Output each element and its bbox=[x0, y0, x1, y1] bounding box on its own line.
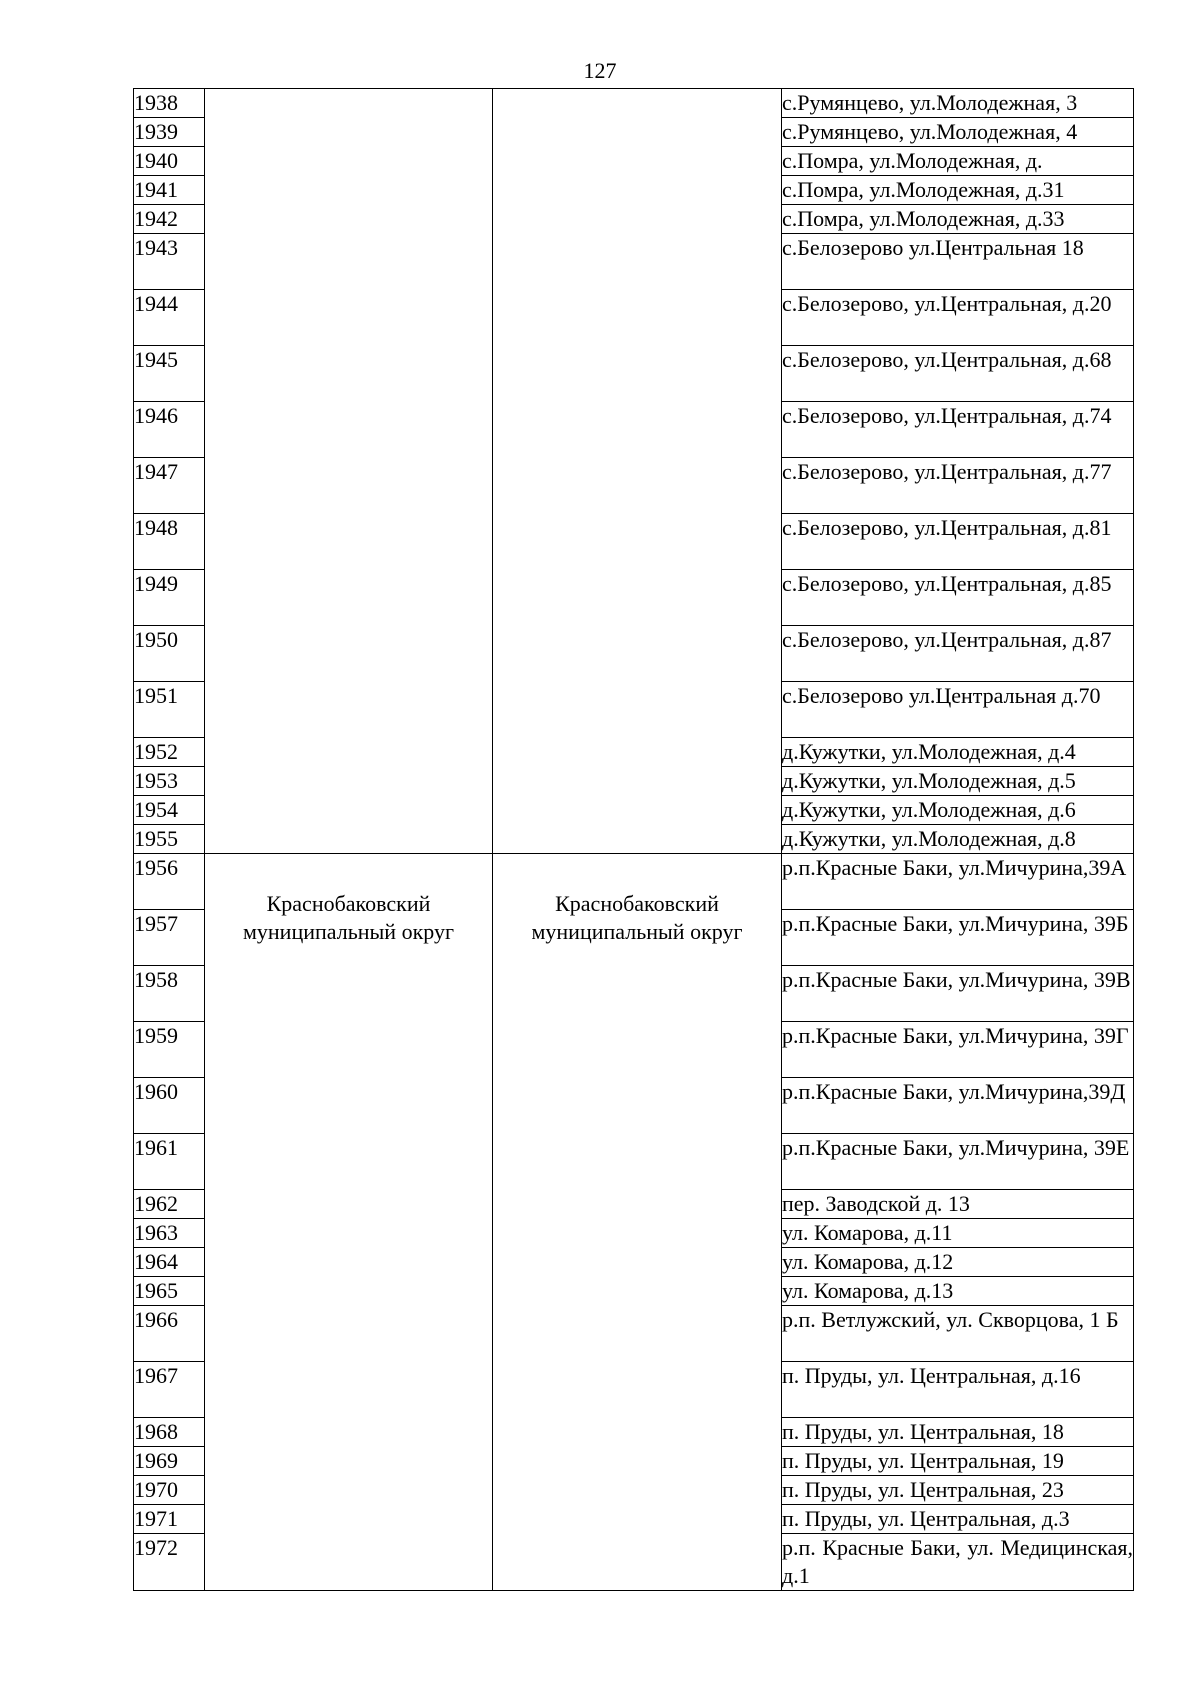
address-cell: с.Румянцево, ул.Молодежная, 3 bbox=[782, 89, 1134, 118]
row-number: 1970 bbox=[134, 1476, 205, 1505]
row-number: 1946 bbox=[134, 402, 205, 458]
row-number: 1943 bbox=[134, 234, 205, 290]
address-cell: п. Пруды, ул. Центральная, д.16 bbox=[782, 1362, 1134, 1418]
address-cell: п. Пруды, ул. Центральная, 19 bbox=[782, 1447, 1134, 1476]
district-cell-col2 bbox=[205, 854, 493, 1591]
address-cell: с.Белозерово, ул.Центральная, д.20 bbox=[782, 290, 1134, 346]
address-cell: д.Кужутки, ул.Молодежная, д.5 bbox=[782, 767, 1134, 796]
row-number: 1958 bbox=[134, 966, 205, 1022]
row-number: 1967 bbox=[134, 1362, 205, 1418]
row-number: 1954 bbox=[134, 796, 205, 825]
address-cell: п. Пруды, ул. Центральная, 18 bbox=[782, 1418, 1134, 1447]
row-number: 1957 bbox=[134, 910, 205, 966]
row-number: 1949 bbox=[134, 570, 205, 626]
address-cell: р.п.Красные Баки, ул.Мичурина, 39В bbox=[782, 966, 1134, 1022]
district-cell-col3 bbox=[493, 854, 782, 1591]
row-number: 1965 bbox=[134, 1277, 205, 1306]
row-number: 1971 bbox=[134, 1505, 205, 1534]
address-cell: с.Белозерово ул.Центральная д.70 bbox=[782, 682, 1134, 738]
address-cell: р.п.Красные Баки, ул.Мичурина,39А bbox=[782, 854, 1134, 910]
table-row bbox=[134, 89, 1134, 118]
district-cell-col2 bbox=[205, 89, 493, 854]
address-cell: п. Пруды, ул. Центральная, д.3 bbox=[782, 1505, 1134, 1534]
address-cell: с.Белозерово, ул.Центральная, д.87 bbox=[782, 626, 1134, 682]
row-number: 1948 bbox=[134, 514, 205, 570]
address-cell: р.п. Ветлужский, ул. Скворцова, 1 Б bbox=[782, 1306, 1134, 1362]
row-number: 1953 bbox=[134, 767, 205, 796]
address-cell: с.Белозерово, ул.Центральная, д.81 bbox=[782, 514, 1134, 570]
address-cell: д.Кужутки, ул.Молодежная, д.6 bbox=[782, 796, 1134, 825]
row-number: 1972 bbox=[134, 1534, 205, 1591]
address-cell: с.Белозерово, ул.Центральная, д.74 bbox=[782, 402, 1134, 458]
row-number: 1959 bbox=[134, 1022, 205, 1078]
district-cell-col3 bbox=[493, 89, 782, 854]
address-cell: р.п.Красные Баки, ул.Мичурина, 39Е bbox=[782, 1134, 1134, 1190]
address-cell: ул. Комарова, д.13 bbox=[782, 1277, 1134, 1306]
address-cell: с.Белозерово, ул.Центральная, д.68 bbox=[782, 346, 1134, 402]
address-cell: с.Белозерово ул.Центральная 18 bbox=[782, 234, 1134, 290]
address-cell: д.Кужутки, ул.Молодежная, д.4 bbox=[782, 738, 1134, 767]
address-cell: пер. Заводской д. 13 bbox=[782, 1190, 1134, 1219]
address-cell: п. Пруды, ул. Центральная, 23 bbox=[782, 1476, 1134, 1505]
page-number: 127 bbox=[583, 58, 617, 83]
district-name: Краснобаковский муниципальный округ bbox=[531, 891, 743, 944]
row-number: 1969 bbox=[134, 1447, 205, 1476]
row-number: 1938 bbox=[134, 89, 205, 118]
district-name bbox=[205, 89, 492, 125]
address-cell: с.Белозерово, ул.Центральная, д.85 bbox=[782, 570, 1134, 626]
row-number: 1951 bbox=[134, 682, 205, 738]
address-cell: ул. Комарова, д.12 bbox=[782, 1248, 1134, 1277]
address-cell: с.Помра, ул.Молодежная, д. bbox=[782, 147, 1134, 176]
address-cell: с.Помра, ул.Молодежная, д.31 bbox=[782, 176, 1134, 205]
row-number: 1944 bbox=[134, 290, 205, 346]
district-name bbox=[493, 89, 781, 125]
row-number: 1941 bbox=[134, 176, 205, 205]
row-number: 1947 bbox=[134, 458, 205, 514]
address-cell: р.п. Красные Баки, ул. Медицинская, д.1 bbox=[782, 1534, 1134, 1591]
address-cell: с.Румянцево, ул.Молодежная, 4 bbox=[782, 118, 1134, 147]
address-cell: д.Кужутки, ул.Молодежная, д.8 bbox=[782, 825, 1134, 854]
address-registry-table bbox=[133, 88, 1134, 1591]
address-cell: р.п.Красные Баки, ул.Мичурина,39Д bbox=[782, 1078, 1134, 1134]
row-number: 1950 bbox=[134, 626, 205, 682]
row-number: 1960 bbox=[134, 1078, 205, 1134]
row-number: 1968 bbox=[134, 1418, 205, 1447]
row-number: 1955 bbox=[134, 825, 205, 854]
row-number: 1963 bbox=[134, 1219, 205, 1248]
address-cell: с.Белозерово, ул.Центральная, д.77 bbox=[782, 458, 1134, 514]
address-cell: р.п.Красные Баки, ул.Мичурина, 39Г bbox=[782, 1022, 1134, 1078]
row-number: 1962 bbox=[134, 1190, 205, 1219]
row-number: 1952 bbox=[134, 738, 205, 767]
row-number: 1939 bbox=[134, 118, 205, 147]
row-number: 1966 bbox=[134, 1306, 205, 1362]
address-cell: с.Помра, ул.Молодежная, д.33 bbox=[782, 205, 1134, 234]
row-number: 1956 bbox=[134, 854, 205, 910]
district-name: Краснобаковский муниципальный округ bbox=[242, 891, 454, 944]
address-cell: ул. Комарова, д.11 bbox=[782, 1219, 1134, 1248]
table-row bbox=[134, 854, 1134, 910]
address-cell: р.п.Красные Баки, ул.Мичурина, 39Б bbox=[782, 910, 1134, 966]
row-number: 1942 bbox=[134, 205, 205, 234]
row-number: 1940 bbox=[134, 147, 205, 176]
row-number: 1964 bbox=[134, 1248, 205, 1277]
row-number: 1961 bbox=[134, 1134, 205, 1190]
row-number: 1945 bbox=[134, 346, 205, 402]
